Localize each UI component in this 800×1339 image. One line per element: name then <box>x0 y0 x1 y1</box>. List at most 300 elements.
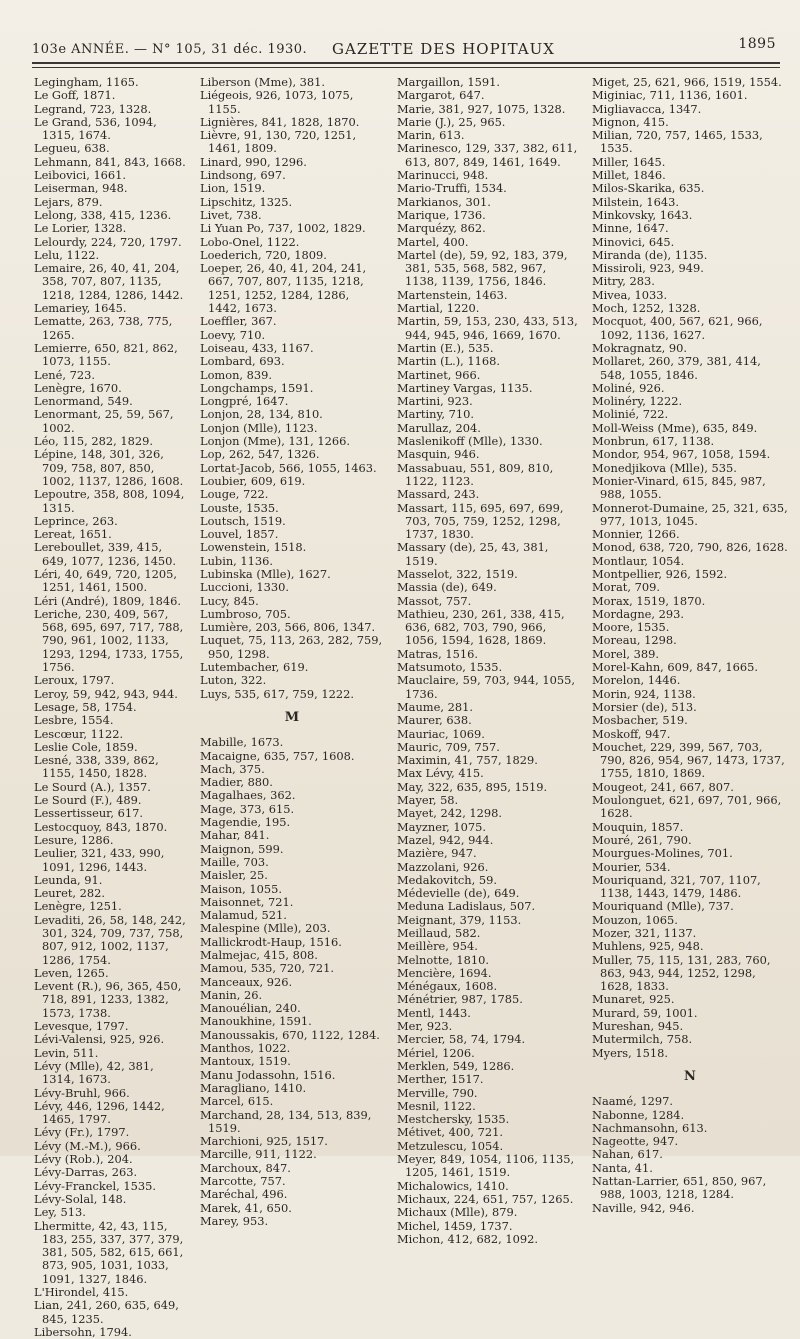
index-entry: Mouriquand (Mlle), 737. <box>592 899 734 914</box>
index-entry: Lubinska (Mlle), 1627. <box>200 566 331 581</box>
index-entry: Marchand, 28, 134, 513, 839, 1519. <box>200 1107 372 1135</box>
index-entry: Massia (de), 649. <box>397 580 497 595</box>
index-entry: Lehmann, 841, 843, 1668. <box>34 154 186 169</box>
section-heading-n: N <box>684 1068 696 1084</box>
index-entry: Lonjon (Mme), 131, 1266. <box>200 434 351 449</box>
index-entry: Mondor, 954, 967, 1058, 1594. <box>592 447 771 462</box>
index-entry: Meillaud, 582. <box>397 926 481 940</box>
index-entry: Mozer, 321, 1137. <box>592 926 697 940</box>
index-entry: Ley, 513. <box>34 1205 86 1220</box>
index-entry: Monbrun, 617, 1138. <box>592 434 715 449</box>
index-entry: Markianos, 301. <box>397 194 491 209</box>
index-entry: Munaret, 925. <box>592 992 675 1007</box>
index-entry: Lejars, 879. <box>34 194 103 209</box>
index-entry: Martial, 1220. <box>397 301 480 316</box>
index-entry: Levesque, 1797. <box>34 1019 129 1034</box>
index-entry: Le Grand, 536, 1094, 1315, 1674. <box>34 114 157 143</box>
index-entry: Louste, 1535. <box>200 500 279 515</box>
index-entry: Miget, 25, 621, 966, 1519, 1554. <box>592 75 782 89</box>
index-entry: Migliavacca, 1347. <box>592 101 702 116</box>
index-entry: Moliné, 926. <box>592 380 665 395</box>
index-entry: Montlaur, 1054. <box>592 553 685 568</box>
index-entry: Maisonnet, 721. <box>200 894 294 909</box>
index-entry: Medakovitch, 59. <box>397 872 497 887</box>
issue-info: 103e ANNÉE. — N° 105, 31 déc. 1930. <box>32 42 308 57</box>
index-entry: Métivet, 400, 721. <box>397 1125 503 1140</box>
index-entry: Lévi-Valensi, 925, 926. <box>34 1032 165 1047</box>
index-entry: Luys, 535, 617, 759, 1222. <box>200 686 354 701</box>
index-entry: Margarot, 647. <box>397 88 485 103</box>
index-entry: Maisler, 25. <box>200 868 268 883</box>
index-entry: Monedjikova (Mlle), 535. <box>592 460 737 475</box>
index-entry: Lombard, 693. <box>200 354 285 369</box>
index-entry: Mureshan, 945. <box>592 1019 684 1034</box>
index-entry: Lévy (M.-M.), 966. <box>34 1138 141 1153</box>
index-entry: Ménétrier, 987, 1785. <box>397 992 523 1007</box>
index-entry: Marique, 1736. <box>397 207 486 222</box>
index-entry: Levaditi, 26, 58, 148, 242, 301, 324, 709, 737, 758, 807, 912, 1002, 1137, 1286, 1754. <box>34 912 186 967</box>
index-entry: Mestchersky, 1535. <box>397 1112 510 1127</box>
index-entry: Millet, 1846. <box>592 168 666 183</box>
index-entry: Martini, 923. <box>397 394 473 409</box>
index-entry: Michaux, 224, 651, 757, 1265. <box>397 1191 574 1206</box>
index-entry: Lumbroso, 705. <box>200 606 291 621</box>
index-entry: Marey, 953. <box>200 1213 269 1228</box>
index-entry: Nageotte, 947. <box>592 1134 679 1149</box>
index-entry: Le Sourd (A.), 1357. <box>34 779 151 794</box>
index-entry: Marcel, 615. <box>200 1094 274 1109</box>
index-entry: Morax, 1519, 1870. <box>592 593 706 608</box>
index-entry: Lemariey, 1645. <box>34 301 127 316</box>
index-entry: Manu Jodassohn, 1516. <box>200 1067 336 1082</box>
index-entry: Muhlens, 925, 948. <box>592 939 704 954</box>
index-entry: Mouquin, 1857. <box>592 819 684 834</box>
index-entry: Lestocquoy, 843, 1870. <box>34 819 168 834</box>
index-entry: L'Hirondel, 415. <box>34 1285 129 1300</box>
index-entry: Miginiac, 711, 1136, 1601. <box>592 88 748 103</box>
index-entry: Lemierre, 650, 821, 862, 1073, 1155. <box>34 340 178 369</box>
index-entry: Lowenstein, 1518. <box>200 540 307 555</box>
index-entry: Malespine (Mlle), 203. <box>200 921 331 936</box>
index-entry: Massabuau, 551, 809, 810, 1122, 1123. <box>397 460 554 488</box>
column-4-m-entries <box>592 76 788 1060</box>
index-entry: Legrand, 723, 1328. <box>34 101 152 116</box>
column-2-m-entries <box>200 736 384 1228</box>
index-entry: Murard, 59, 1001. <box>592 1005 698 1020</box>
index-entry: Longchamps, 1591. <box>200 380 314 395</box>
index-entry: Louge, 722. <box>200 487 269 502</box>
index-entry: Loederich, 720, 1809. <box>200 247 327 262</box>
index-entry: Milos-Skarika, 635. <box>592 181 705 196</box>
index-entry: Mignon, 415. <box>592 114 669 129</box>
index-entry: Mesnil, 1122. <box>397 1098 476 1113</box>
index-entry: Lelu, 1122. <box>34 247 100 262</box>
index-entry: Martenstein, 1463. <box>397 287 508 302</box>
index-entry: Lenègre, 1670. <box>34 380 122 395</box>
index-entry: Martin (E.), 535. <box>397 340 494 355</box>
index-entry: Morel-Kahn, 609, 847, 1665. <box>592 660 758 675</box>
index-entry: Michalowics, 1410. <box>397 1178 509 1193</box>
index-entry: Lematte, 263, 738, 775, 1265. <box>34 314 173 342</box>
index-entry: Minkovsky, 1643. <box>592 207 693 222</box>
index-entry: Lesbre, 1554. <box>34 713 114 728</box>
index-entry: Luquet, 75, 113, 263, 282, 759, 950, 1298. <box>200 633 383 661</box>
index-entry: Minne, 1647. <box>592 221 669 236</box>
index-entry: Mantoux, 1519. <box>200 1054 291 1069</box>
index-entry: Martinet, 966. <box>397 367 481 382</box>
index-entry: Luccioni, 1330. <box>200 580 289 595</box>
index-entry: Massot, 757. <box>397 593 472 608</box>
index-entry: Louvel, 1857. <box>200 527 279 542</box>
index-entry: Maignon, 599. <box>200 841 284 856</box>
index-entry: Li Yuan Po, 737, 1002, 1829. <box>200 221 366 236</box>
index-entry: Meduna Ladislaus, 507. <box>397 899 536 914</box>
index-entry: Matsumoto, 1535. <box>397 660 503 675</box>
index-entry: Mayer, 58. <box>397 793 459 808</box>
index-entry: Madier, 880. <box>200 775 273 790</box>
index-entry: Manoukhine, 1591. <box>200 1014 312 1029</box>
index-entry: Marchoux, 847. <box>200 1160 291 1175</box>
index-entry: Maréchal, 496. <box>200 1187 288 1202</box>
index-entry: Le Sourd (F.), 489. <box>34 793 142 808</box>
index-entry: Levent (R.), 96, 365, 450, 718, 891, 1233, 1382, 1573, 1738. <box>34 979 182 1020</box>
index-entry: Marie (J.), 25, 965. <box>397 114 506 129</box>
index-entry: Monod, 638, 720, 790, 826, 1628. <box>592 540 788 555</box>
index-entry: Monier-Vinard, 615, 845, 987, 988, 1055. <box>592 473 766 502</box>
index-entry: Lévy (Fr.), 1797. <box>34 1125 130 1140</box>
index-entry: Lenormant, 25, 59, 567, 1002. <box>34 407 174 435</box>
index-entry: Léri (André), 1809, 1846. <box>34 593 182 608</box>
index-entry: Maslenikoff (Mlle), 1330. <box>397 434 543 449</box>
index-entry: Mitry, 283. <box>592 274 655 289</box>
index-entry: Mougeot, 241, 667, 807. <box>592 779 734 794</box>
index-entry: Michaux (Mlle), 879. <box>397 1205 518 1220</box>
index-entry: Maragliano, 1410. <box>200 1080 307 1095</box>
index-column-2 <box>200 76 384 1228</box>
index-entry: Lortat-Jacob, 566, 1055, 1463. <box>200 460 377 475</box>
index-entry: Mosbacher, 519. <box>592 713 688 728</box>
page-number: 1895 <box>738 36 776 52</box>
index-entry: Luton, 322. <box>200 673 267 688</box>
index-entry: Mutermilch, 758. <box>592 1032 693 1047</box>
index-entry: Mamou, 535, 720, 721. <box>200 961 335 976</box>
index-entry: Lelong, 338, 415, 1236. <box>34 207 172 222</box>
index-entry: Martin (L.), 1168. <box>397 354 500 369</box>
index-entry: Lessertisseur, 617. <box>34 806 143 821</box>
index-entry: Lévy (Rob.), 204. <box>34 1152 133 1167</box>
index-entry: Loiseau, 433, 1167. <box>200 340 314 355</box>
index-entry: Mencière, 1694. <box>397 965 492 980</box>
index-entry: Miller, 1645. <box>592 154 666 169</box>
header-rule-thin <box>32 67 780 68</box>
index-entry: Mazzolani, 926. <box>397 859 489 874</box>
index-entry: Liégeois, 926, 1073, 1075, 1155. <box>200 88 354 116</box>
index-entry: Moore, 1535. <box>592 620 670 635</box>
index-entry: Mokragnatz, 90. <box>592 340 688 355</box>
index-entry: Missiroli, 923, 949. <box>592 261 704 276</box>
index-entry: Mordagne, 293. <box>592 606 685 621</box>
index-entry: Michon, 412, 682, 1092. <box>397 1231 539 1246</box>
index-entry: Lenègre, 1251. <box>34 899 122 914</box>
index-entry: Le Lorier, 1328. <box>34 221 127 236</box>
index-entry: Mallickrodt-Haup, 1516. <box>200 934 342 949</box>
index-entry: Maume, 281. <box>397 699 473 714</box>
index-entry: Mollaret, 260, 379, 381, 414, 548, 1055, 1846. <box>592 354 761 382</box>
index-entry: Morat, 709. <box>592 580 660 595</box>
index-entry: Meignant, 379, 1153. <box>397 912 522 927</box>
index-entry: Lené, 723. <box>34 367 95 382</box>
index-entry: Leuret, 282. <box>34 886 106 901</box>
index-entry: Mourgues-Molines, 701. <box>592 846 733 861</box>
index-entry: Mer, 923. <box>397 1019 453 1034</box>
index-entry: Loutsch, 1519. <box>200 513 286 528</box>
index-entry: Merville, 790. <box>397 1085 478 1100</box>
index-entry: Mauric, 709, 757. <box>397 739 500 754</box>
index-entry: Muller, 75, 115, 131, 283, 760, 863, 943, 944, 1252, 1298, 1628, 1833. <box>592 952 771 994</box>
index-entry: Leriche, 230, 409, 567, 568, 695, 697, 717, 788, 790, 961, 1002, 1133, 1293, 1294, 1733, 1755, 1756. <box>34 606 184 675</box>
index-entry: Mathieu, 230, 261, 338, 415, 636, 682, 703, 790, 966, 1056, 1594, 1628, 1869. <box>397 606 565 648</box>
index-entry: Lévy, 446, 1296, 1442, 1465, 1797. <box>34 1098 165 1127</box>
index-entry: Nattan-Larrier, 651, 850, 967, 988, 1003, 1218, 1284. <box>592 1174 767 1202</box>
index-entry: Manthos, 1022. <box>200 1041 291 1056</box>
index-entry: Nachmansohn, 613. <box>592 1120 708 1135</box>
index-entry: Mahar, 841. <box>200 828 270 843</box>
index-entry: Marquézy, 862. <box>397 221 486 236</box>
index-entry: Morin, 924, 1138. <box>592 686 696 701</box>
index-entry: Leroy, 59, 942, 943, 944. <box>34 686 178 701</box>
index-entry: Marin, 613. <box>397 128 465 143</box>
index-entry: Max Lévy, 415. <box>397 766 484 781</box>
index-entry: Lépine, 148, 301, 326, 709, 758, 807, 850, 1002, 1137, 1286, 1608. <box>34 447 184 488</box>
index-entry: Mayzner, 1075. <box>397 819 487 834</box>
index-entry: Mage, 373, 615. <box>200 801 295 816</box>
index-entry: Loeffler, 367. <box>200 314 277 329</box>
index-entry: Martiney Vargas, 1135. <box>397 380 533 395</box>
index-column-4 <box>592 76 788 1215</box>
index-entry: Lévy (Mlle), 42, 381, 1314, 1673. <box>34 1058 154 1087</box>
index-entry: Lutembacher, 619. <box>200 660 309 675</box>
index-entry: Malamud, 521. <box>200 908 287 923</box>
index-entry: Lesage, 58, 1754. <box>34 699 137 714</box>
index-entry: Naamé, 1297. <box>592 1094 673 1109</box>
index-entry: Lereboullet, 339, 415, 649, 1077, 1236, 1450. <box>34 540 177 568</box>
index-entry: Magalhaes, 362. <box>200 788 296 803</box>
index-entry: Mouriquand, 321, 707, 1107, 1138, 1443, 1479, 1486. <box>592 872 761 901</box>
index-entry: Maximin, 41, 757, 1829. <box>397 753 538 768</box>
index-entry: Lereat, 1651. <box>34 527 112 542</box>
index-entry: Michel, 1459, 1737. <box>397 1218 513 1233</box>
index-entry: Montpellier, 926, 1592. <box>592 566 728 581</box>
index-entry: Lipschitz, 1325. <box>200 194 293 209</box>
index-entry: Metzulescu, 1054. <box>397 1138 504 1153</box>
index-entry: Manceaux, 926. <box>200 974 293 989</box>
index-entry: Nanta, 41. <box>592 1160 653 1175</box>
index-entry: Milian, 720, 757, 1465, 1533, 1535. <box>592 128 763 156</box>
index-entry: Lelourdy, 224, 720, 1797. <box>34 234 182 249</box>
index-entry: Morelon, 1446. <box>592 673 681 688</box>
index-entry: Marcotte, 757. <box>200 1174 286 1189</box>
index-entry: Lévy-Solal, 148. <box>34 1191 127 1206</box>
index-entry: Mouchet, 229, 399, 567, 703, 790, 826, 954, 967, 1473, 1737, 1755, 1810, 1869. <box>592 739 785 781</box>
index-entry: Moskoff, 947. <box>592 726 671 741</box>
index-column-1 <box>34 76 186 1339</box>
index-entry: Mourier, 534. <box>592 859 671 874</box>
index-entry: Lion, 1519. <box>200 181 266 196</box>
index-entry: Meyer, 849, 1054, 1106, 1135, 1205, 1461, 1519. <box>397 1152 575 1180</box>
index-entry: Lop, 262, 547, 1326. <box>200 447 320 462</box>
index-entry: Molinié, 722. <box>592 407 669 422</box>
running-header <box>32 36 786 58</box>
index-entry: Lonjon (Mlle), 1123. <box>200 420 318 435</box>
index-entry: Ménégaux, 1608. <box>397 979 498 994</box>
index-entry: Lubin, 1136. <box>200 553 274 568</box>
index-entry: Leiserman, 948. <box>34 181 128 196</box>
index-entry: Leibovici, 1661. <box>34 168 127 183</box>
index-entry: Mentl, 1443. <box>397 1005 471 1020</box>
index-entry: Nabonne, 1284. <box>592 1107 685 1122</box>
index-entry: Leven, 1265. <box>34 965 109 980</box>
index-entry: Massart, 115, 695, 697, 699, 703, 705, 759, 1252, 1298, 1737, 1830. <box>397 500 564 542</box>
index-entry: Léo, 115, 282, 1829. <box>34 434 153 449</box>
journal-title: GAZETTE DES HOPITAUX <box>332 40 555 58</box>
index-entry: Legingham, 1165. <box>34 75 139 89</box>
index-entry: Merklen, 549, 1286. <box>397 1058 515 1073</box>
index-entry: Le Goff, 1871. <box>34 88 116 103</box>
index-entry: Lomon, 839. <box>200 367 273 382</box>
index-entry: Lhermitte, 42, 43, 115, 183, 255, 337, 377, 379, 381, 505, 582, 615, 661, 873, 905, 1031, 1033, 1091, 1327, 1846. <box>34 1218 184 1286</box>
index-entry: Nahan, 617. <box>592 1147 663 1162</box>
index-entry: Linard, 990, 1296. <box>200 154 307 169</box>
column-2-l-entries <box>200 76 384 701</box>
index-entry: Massary (de), 25, 43, 381, 1519. <box>397 540 549 568</box>
index-entry: Lepoutre, 358, 808, 1094, 1315. <box>34 487 185 515</box>
index-entry: Mazière, 947. <box>397 846 477 861</box>
index-entry: May, 322, 635, 895, 1519. <box>397 779 548 794</box>
index-entry: Leroux, 1797. <box>34 673 115 688</box>
index-entry: Moreau, 1298. <box>592 633 677 648</box>
index-entry: Matras, 1516. <box>397 646 478 661</box>
index-entry: Martel, 400. <box>397 234 469 249</box>
index-entry: Mocquot, 400, 567, 621, 966, 1092, 1136, 1627. <box>592 314 763 342</box>
index-entry: Lignières, 841, 1828, 1870. <box>200 114 360 129</box>
index-entry: Martiny, 710. <box>397 407 474 422</box>
index-entry: Mario-Truffi, 1534. <box>397 181 507 196</box>
index-entry: Mach, 375. <box>200 761 265 776</box>
index-column-3 <box>397 76 580 1246</box>
index-entry: Maison, 1055. <box>200 881 282 896</box>
index-entry: Lesné, 338, 339, 862, 1155, 1450, 1828. <box>34 753 159 781</box>
index-entry: Molinéry, 1222. <box>592 394 683 409</box>
index-entry: Liberson (Mme), 381. <box>200 75 326 89</box>
index-entry: Mouzon, 1065. <box>592 912 678 927</box>
index-entry: Livet, 738. <box>200 207 262 222</box>
index-entry: Morsier (de), 513. <box>592 699 697 714</box>
index-entry: Lumière, 203, 566, 806, 1347. <box>200 620 376 635</box>
index-entry: Loeper, 26, 40, 41, 204, 241, 667, 707, 807, 1135, 1218, 1251, 1252, 1284, 1286, 1442, 1673. <box>200 261 367 316</box>
index-entry: Maille, 703. <box>200 854 269 869</box>
index-entry: Leunda, 91. <box>34 872 103 887</box>
index-entry: Lièvre, 91, 130, 720, 1251, 1461, 1809. <box>200 128 357 156</box>
index-entry: Lonjon, 28, 134, 810. <box>200 407 323 422</box>
index-entry: Masquin, 946. <box>397 447 480 462</box>
column-4-n-entries <box>592 1095 788 1215</box>
index-entry: Lindsong, 697. <box>200 168 286 183</box>
index-entry: Loevy, 710. <box>200 327 266 342</box>
index-entry: Masselot, 322, 1519. <box>397 566 518 581</box>
index-entry: Moulonguet, 621, 697, 701, 966, 1628. <box>592 793 782 821</box>
index-entry: Marchioni, 925, 1517. <box>200 1134 328 1149</box>
index-entry: Lemaire, 26, 40, 41, 204, 358, 707, 807, 1135, 1218, 1284, 1286, 1442. <box>34 261 184 302</box>
index-entry: Mayet, 242, 1298. <box>397 806 503 821</box>
index-entry: Lescœur, 1122. <box>34 726 124 741</box>
index-entry: Longpré, 1647. <box>200 394 289 409</box>
section-heading-m: M <box>284 709 300 725</box>
index-entry: Marinesco, 129, 337, 382, 611, 613, 807, 849, 1461, 1649. <box>397 141 578 169</box>
header-rule-thick <box>32 62 780 64</box>
index-entry: Lesure, 1286. <box>34 832 114 847</box>
index-entry: Moch, 1252, 1328. <box>592 301 701 316</box>
index-entry: Libersohn, 1794. <box>34 1324 132 1339</box>
index-entry: Myers, 1518. <box>592 1045 668 1060</box>
index-entry: Mabille, 1673. <box>200 735 284 750</box>
index-entry: Lenormand, 549. <box>34 394 133 409</box>
index-entry: Maurer, 638. <box>397 713 472 728</box>
index-entry: Mauriac, 1069. <box>397 726 485 741</box>
index-entry: Milstein, 1643. <box>592 194 679 209</box>
index-entry: Macaigne, 635, 757, 1608. <box>200 748 355 763</box>
index-entry: Minovici, 645. <box>592 234 675 249</box>
index-entry: Legueu, 638. <box>34 141 110 156</box>
index-entry: Martel (de), 59, 92, 183, 379, 381, 535, 568, 582, 967, 1138, 1139, 1756, 1846. <box>397 247 568 289</box>
index-entry: Merther, 1517. <box>397 1072 484 1087</box>
index-entry: Leulier, 321, 433, 990, 1091, 1296, 1443. <box>34 846 165 874</box>
index-entry: Moll-Weiss (Mme), 635, 849. <box>592 420 758 435</box>
index-entry: Manoussakis, 670, 1122, 1284. <box>200 1027 380 1042</box>
index-entry: Martin, 59, 153, 230, 433, 513, 944, 945, 946, 1669, 1670. <box>397 314 578 342</box>
index-entry: Magendie, 195. <box>200 815 291 830</box>
index-entry: Monnerot-Dumaine, 25, 321, 635, 977, 1013, 1045. <box>592 500 788 528</box>
index-entry: Lobo-Onel, 1122. <box>200 234 300 249</box>
index-entry: Morel, 389. <box>592 646 659 661</box>
index-entry: Melnotte, 1810. <box>397 952 489 967</box>
index-entry: Miranda (de), 1135. <box>592 247 708 262</box>
index-entry: Lévy-Darras, 263. <box>34 1165 138 1180</box>
index-entry: Lucy, 845. <box>200 593 259 608</box>
index-entry: Marinucci, 948. <box>397 168 489 183</box>
index-entry: Lévy-Bruhl, 966. <box>34 1085 130 1100</box>
index-entry: Meillère, 954. <box>397 939 478 954</box>
index-entry: Marullaz, 204. <box>397 420 481 435</box>
index-entry: Massard, 243. <box>397 487 480 502</box>
index-entry: Loubier, 609, 619. <box>200 473 306 488</box>
index-entry: Malmejac, 415, 808. <box>200 948 318 962</box>
index-entry: Leslie Cole, 1859. <box>34 739 138 754</box>
index-entry: Lian, 241, 260, 635, 649, 845, 1235. <box>34 1298 179 1326</box>
index-entry: Médevielle (de), 649. <box>397 886 520 901</box>
index-entry: Mauclaire, 59, 703, 944, 1055, 1736. <box>397 673 575 701</box>
index-entry: Léri, 40, 649, 720, 1205, 1251, 1461, 1500. <box>34 566 177 595</box>
index-entry: Mouré, 261, 790. <box>592 832 692 847</box>
index-entry: Lévy-Franckel, 1535. <box>34 1178 157 1193</box>
index-entry: Marcille, 911, 1122. <box>200 1147 317 1162</box>
index-entry: Manouélian, 240. <box>200 1001 301 1016</box>
index-entry: Levin, 511. <box>34 1045 99 1060</box>
index-entry: Mériel, 1206. <box>397 1045 475 1060</box>
index-entry: Marek, 41, 650. <box>200 1200 292 1215</box>
index-entry: Leprince, 263. <box>34 513 118 528</box>
index-entry: Mazel, 942, 944. <box>397 832 494 847</box>
index-entry: Monnier, 1266. <box>592 527 680 542</box>
